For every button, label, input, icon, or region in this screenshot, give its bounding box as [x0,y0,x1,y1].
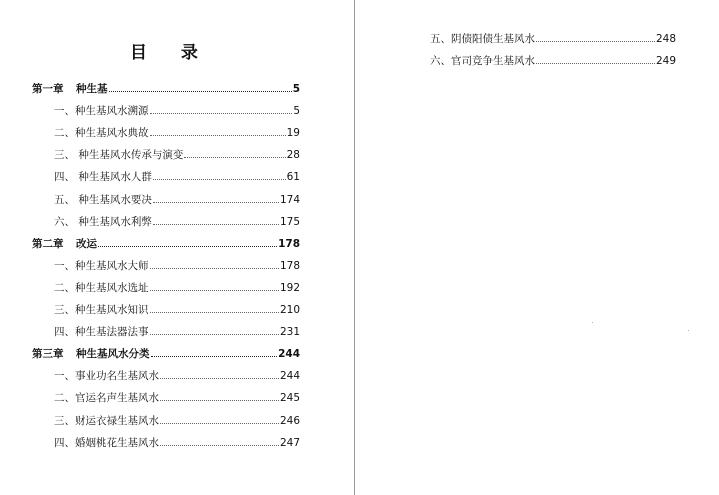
toc-title: 目 录 [130,43,212,63]
chapter-number: 第三章 [32,348,64,361]
dot-leader [160,399,279,401]
page-number: 5 [293,105,300,118]
dot-leader [150,112,293,114]
page-number: 248 [655,33,676,45]
toc-section-entry[interactable] [54,148,300,162]
page-number: 231 [279,326,300,339]
page-number: 244 [278,348,300,361]
dot-leader [150,289,279,291]
toc-section-entry[interactable] [54,193,300,207]
page-number: 19 [286,127,300,140]
toc-entry-label: 一、事业功名生基风水 [54,370,159,383]
toc-section-entry[interactable] [54,126,300,140]
chapter-title: 改运 [76,237,97,250]
toc-section-entry[interactable] [430,32,676,46]
toc-section-entry[interactable] [54,369,300,383]
toc-entry-label: 三、财运衣禄生基风水 [54,414,159,427]
dot-leader [536,62,655,64]
dot-leader [160,377,279,379]
page-number: 175 [279,215,300,228]
toc-section-entry[interactable] [54,436,300,450]
toc-entry-label [32,347,150,361]
toc-entry-label: 四、 种生基风水人群 [54,171,152,184]
toc-entry-label [32,82,108,96]
toc-chapter-entry[interactable] [32,82,300,96]
page-number: 244 [279,370,300,383]
toc-section-entry[interactable] [54,414,300,428]
toc-entry-label: 三、 种生基风水传承与演变 [54,149,184,162]
dot-leader [153,223,279,225]
dot-leader [536,40,655,42]
toc-section-entry[interactable] [54,104,300,118]
dot-leader [150,333,279,335]
toc-chapter-entry[interactable] [32,347,300,361]
left-page [0,0,354,495]
toc-section-entry[interactable] [54,303,300,317]
dot-leader [160,444,279,446]
scan-speck [592,322,593,323]
chapter-title: 种生基风水分类 [76,348,150,361]
page-number: 246 [279,414,300,427]
page-number: 249 [655,55,676,67]
dot-leader [150,311,279,313]
toc-section-entry[interactable] [430,54,676,68]
toc-entry-label: 一、种生基风水溯源 [54,105,149,118]
page-number: 210 [279,304,300,316]
page-number: 192 [279,281,300,294]
dot-leader [184,156,285,158]
toc-section-entry[interactable] [54,281,300,295]
chapter-title: 种生基 [76,83,108,95]
page-number: 5 [292,83,300,95]
dot-leader [151,355,278,357]
dot-leader [150,134,286,136]
toc-entry-label: 六、官司竞争生基风水 [430,55,535,67]
dot-leader [109,90,292,92]
right-page [356,0,719,495]
page-number: 247 [279,436,300,449]
toc-entry-label: 二、种生基风水典故 [54,127,149,140]
toc-entry-label: 五、阴债阳债生基风水 [430,33,535,45]
toc-entry-label: 五、 种生基风水要决 [54,193,152,206]
toc-section-entry[interactable] [54,391,300,405]
dot-leader [153,201,279,203]
dot-leader [160,422,279,424]
toc-entry-label: 四、种生基法器法事 [54,326,149,339]
chapter-number: 第二章 [32,237,64,250]
toc-section-entry[interactable] [54,215,300,229]
page-number: 174 [279,193,300,206]
toc-entry-label: 二、官运名声生基风水 [54,392,159,405]
page-number: 28 [286,149,300,162]
scan-speck [688,330,689,331]
dot-leader [150,267,279,269]
toc-entry-label [32,237,97,251]
toc-entry-label: 四、婚姻桃花生基风水 [54,436,159,449]
toc-section-entry[interactable] [54,259,300,273]
page-divider [354,0,355,495]
toc-chapter-entry[interactable] [32,237,300,251]
dot-leader [153,178,286,180]
page-number: 61 [286,171,300,184]
toc-entry-label: 三、种生基风水知识 [54,304,149,316]
page-number: 178 [279,259,300,272]
page-number: 245 [279,392,300,405]
toc-section-entry[interactable] [54,170,300,184]
dot-leader [98,245,277,247]
toc-entry-label: 六、 种生基风水利弊 [54,215,152,228]
toc-entry-label: 一、种生基风水大师 [54,259,149,272]
page-number: 178 [278,237,300,250]
chapter-number: 第一章 [32,83,64,95]
toc-entry-label: 二、种生基风水选址 [54,281,149,294]
toc-section-entry[interactable] [54,325,300,339]
